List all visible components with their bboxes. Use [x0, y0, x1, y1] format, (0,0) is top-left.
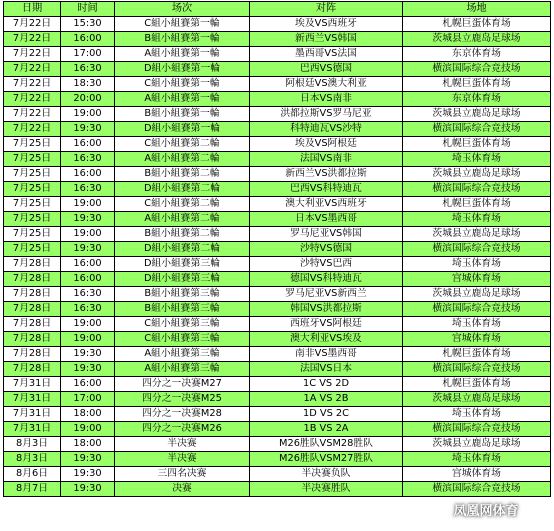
- table-row: [4, 47, 551, 62]
- cell-venue: 茨城县立鹿岛足球场: [403, 32, 551, 47]
- cell-venue: 横滨国际综合竞技场: [403, 122, 551, 137]
- cell-fixture: 日本VS墨西哥: [250, 212, 403, 227]
- cell-fixture: 德国VS科特迪瓦: [250, 272, 403, 287]
- cell-time: 17:00: [61, 392, 115, 407]
- cell-time: 16:00: [61, 167, 115, 182]
- cell-date: 7月22日: [4, 62, 61, 77]
- table-row: [4, 272, 551, 287]
- cell-match: C組小組賽第一輪: [115, 77, 250, 92]
- cell-time: 16:00: [61, 32, 115, 47]
- cell-match: D組小組賽第一輪: [115, 122, 250, 137]
- table-row: [4, 332, 551, 347]
- cell-time: 19:00: [61, 107, 115, 122]
- cell-time: 16:00: [61, 257, 115, 272]
- cell-match: B組小組賽第一輪: [115, 32, 250, 47]
- cell-date: 7月28日: [4, 302, 61, 317]
- header-time: 时间: [61, 2, 115, 17]
- cell-match: A組小組賽第一輪: [115, 92, 250, 107]
- header-fixture: 对阵: [250, 2, 403, 17]
- table-row: [4, 32, 551, 47]
- cell-venue: 横滨国际综合竞技场: [403, 62, 551, 77]
- cell-date: 8月3日: [4, 452, 61, 467]
- cell-date: 7月22日: [4, 17, 61, 32]
- cell-time: 17:00: [61, 47, 115, 62]
- cell-time: 19:00: [61, 317, 115, 332]
- table-row: [4, 212, 551, 227]
- cell-time: 16:00: [61, 137, 115, 152]
- cell-time: 19:00: [61, 197, 115, 212]
- cell-fixture: 法国VS南非: [250, 152, 403, 167]
- cell-match: 四分之一决赛M26: [115, 422, 250, 437]
- cell-date: 7月22日: [4, 32, 61, 47]
- cell-venue: 宫城体育场: [403, 272, 551, 287]
- cell-fixture: 埃及VS阿根廷: [250, 137, 403, 152]
- cell-fixture: 阿根廷VS澳大利亚: [250, 77, 403, 92]
- cell-match: B組小組賽第二輪: [115, 167, 250, 182]
- cell-date: 7月25日: [4, 242, 61, 257]
- cell-venue: 埼玉体育场: [403, 152, 551, 167]
- cell-match: 半决赛: [115, 437, 250, 452]
- cell-match: D組小組賽第二輪: [115, 182, 250, 197]
- cell-venue: 横滨国际综合竞技场: [403, 302, 551, 317]
- cell-time: 16:30: [61, 182, 115, 197]
- cell-fixture: 1C VS 2D: [250, 377, 403, 392]
- cell-fixture: 澳大利亚VS西班牙: [250, 197, 403, 212]
- table-row: [4, 377, 551, 392]
- cell-time: 19:30: [61, 482, 115, 497]
- table-row: [4, 362, 551, 377]
- cell-match: D組小組賽第三輪: [115, 257, 250, 272]
- header-row: [4, 2, 551, 17]
- cell-date: 8月7日: [4, 482, 61, 497]
- cell-venue: 札幌巨蛋体育场: [403, 137, 551, 152]
- cell-fixture: 澳大利亚VS埃及: [250, 332, 403, 347]
- cell-match: D組小組賽第一輪: [115, 62, 250, 77]
- schedule-table: [3, 1, 551, 497]
- header-match: 场次: [115, 2, 250, 17]
- cell-fixture: 日本VS南非: [250, 92, 403, 107]
- cell-venue: 东京体育场: [403, 47, 551, 62]
- cell-date: 7月31日: [4, 407, 61, 422]
- cell-time: 19:30: [61, 452, 115, 467]
- cell-venue: 札幌巨蛋体育场: [403, 17, 551, 32]
- cell-date: 7月25日: [4, 212, 61, 227]
- cell-match: 半决赛: [115, 452, 250, 467]
- table-row: [4, 227, 551, 242]
- cell-venue: 札幌巨蛋体育场: [403, 197, 551, 212]
- table-row: [4, 137, 551, 152]
- table-row: [4, 77, 551, 92]
- table-row: [4, 17, 551, 32]
- cell-fixture: 沙特VS巴西: [250, 257, 403, 272]
- cell-fixture: 半决赛胜队: [250, 482, 403, 497]
- cell-date: 7月22日: [4, 92, 61, 107]
- cell-time: 16:30: [61, 152, 115, 167]
- cell-match: A組小組賽第三輪: [115, 362, 250, 377]
- cell-venue: 茨城县立鹿岛足球场: [403, 167, 551, 182]
- cell-match: 四分之一决赛M28: [115, 407, 250, 422]
- cell-fixture: 巴西VS德国: [250, 62, 403, 77]
- table-row: [4, 437, 551, 452]
- cell-date: 7月28日: [4, 362, 61, 377]
- cell-fixture: 墨西哥VS法国: [250, 47, 403, 62]
- cell-match: B組小組賽第一輪: [115, 107, 250, 122]
- table-row: [4, 407, 551, 422]
- cell-venue: 札幌巨蛋体育场: [403, 347, 551, 362]
- cell-venue: 茨城县立鹿岛足球场: [403, 287, 551, 302]
- cell-time: 19:00: [61, 422, 115, 437]
- cell-time: 19:30: [61, 347, 115, 362]
- cell-time: 16:00: [61, 377, 115, 392]
- cell-fixture: 1A VS 2B: [250, 392, 403, 407]
- cell-match: C組小組賽第二輪: [115, 137, 250, 152]
- cell-time: 16:30: [61, 302, 115, 317]
- cell-match: 四分之一决赛M27: [115, 377, 250, 392]
- cell-venue: 横滨国际综合竞技场: [403, 422, 551, 437]
- cell-date: 8月3日: [4, 437, 61, 452]
- cell-match: C組小組賽第二輪: [115, 197, 250, 212]
- cell-match: C組小組賽第三輪: [115, 332, 250, 347]
- cell-time: 19:30: [61, 362, 115, 377]
- cell-venue: 横滨国际综合竞技场: [403, 182, 551, 197]
- cell-venue: 宫城体育场: [403, 332, 551, 347]
- cell-date: 7月25日: [4, 182, 61, 197]
- cell-date: 7月28日: [4, 347, 61, 362]
- cell-fixture: 新西兰VS洪都拉斯: [250, 167, 403, 182]
- cell-date: 7月25日: [4, 197, 61, 212]
- cell-fixture: 罗马尼亚VS韩国: [250, 227, 403, 242]
- table-row: [4, 422, 551, 437]
- cell-time: 19:30: [61, 212, 115, 227]
- table-row: [4, 62, 551, 77]
- cell-match: 三四名决赛: [115, 467, 250, 482]
- cell-match: 决赛: [115, 482, 250, 497]
- cell-venue: 横滨国际综合竞技场: [403, 482, 551, 497]
- cell-time: 20:00: [61, 92, 115, 107]
- table-row: [4, 257, 551, 272]
- cell-venue: 埼玉体育场: [403, 407, 551, 422]
- cell-venue: 茨城县立鹿岛足球场: [403, 437, 551, 452]
- cell-venue: 东京体育场: [403, 92, 551, 107]
- cell-match: D組小組賽第三輪: [115, 272, 250, 287]
- cell-match: C組小組賽第三輪: [115, 317, 250, 332]
- cell-match: 四分之一决赛M25: [115, 392, 250, 407]
- cell-match: B組小組賽第二輪: [115, 227, 250, 242]
- cell-time: 15:30: [61, 17, 115, 32]
- cell-date: 7月22日: [4, 77, 61, 92]
- cell-fixture: 1B VS 2A: [250, 422, 403, 437]
- cell-fixture: M26胜队VSM27胜队: [250, 452, 403, 467]
- cell-date: 7月31日: [4, 392, 61, 407]
- cell-date: 7月22日: [4, 107, 61, 122]
- table-row: [4, 167, 551, 182]
- cell-fixture: 法国VS日本: [250, 362, 403, 377]
- cell-match: A組小組賽第二輪: [115, 212, 250, 227]
- watermark-text: 凤凰网体育: [453, 503, 519, 519]
- cell-venue: 宫城体育场: [403, 467, 551, 482]
- cell-venue: 埼玉体育场: [403, 212, 551, 227]
- cell-fixture: 韩国VS洪都拉斯: [250, 302, 403, 317]
- cell-time: 18:00: [61, 437, 115, 452]
- cell-fixture: 半决赛负队: [250, 467, 403, 482]
- table-row: [4, 302, 551, 317]
- table-row: [4, 317, 551, 332]
- table-row: [4, 122, 551, 137]
- table-row: [4, 287, 551, 302]
- cell-time: 16:30: [61, 287, 115, 302]
- cell-date: 7月25日: [4, 227, 61, 242]
- cell-match: A組小組賽第三輪: [115, 347, 250, 362]
- table-row: [4, 92, 551, 107]
- cell-match: D組小組賽第二輪: [115, 242, 250, 257]
- cell-time: 18:00: [61, 407, 115, 422]
- cell-fixture: 西班牙VS阿根廷: [250, 317, 403, 332]
- cell-fixture: 沙特VS德国: [250, 242, 403, 257]
- cell-fixture: 洪都拉斯VS罗马尼亚: [250, 107, 403, 122]
- cell-date: 8月6日: [4, 467, 61, 482]
- cell-fixture: 埃及VS西班牙: [250, 17, 403, 32]
- cell-venue: 茨城县立鹿岛足球场: [403, 227, 551, 242]
- cell-match: B組小組賽第三輪: [115, 287, 250, 302]
- table-row: [4, 182, 551, 197]
- cell-time: 19:00: [61, 227, 115, 242]
- cell-date: 7月28日: [4, 332, 61, 347]
- cell-fixture: 1D VS 2C: [250, 407, 403, 422]
- cell-time: 19:30: [61, 242, 115, 257]
- cell-time: 19:00: [61, 332, 115, 347]
- cell-time: 16:00: [61, 272, 115, 287]
- cell-date: 7月31日: [4, 377, 61, 392]
- cell-venue: 茨城县立鹿岛足球场: [403, 392, 551, 407]
- cell-fixture: 巴西VS科特迪瓦: [250, 182, 403, 197]
- cell-fixture: 新西兰VS韩国: [250, 32, 403, 47]
- cell-venue: 埼玉体育场: [403, 452, 551, 467]
- cell-date: 7月28日: [4, 317, 61, 332]
- cell-fixture: M26胜队VSM28胜队: [250, 437, 403, 452]
- table-row: [4, 107, 551, 122]
- cell-date: 7月22日: [4, 47, 61, 62]
- cell-date: 7月28日: [4, 287, 61, 302]
- cell-date: 7月22日: [4, 122, 61, 137]
- cell-time: 19:30: [61, 122, 115, 137]
- table-row: [4, 452, 551, 467]
- cell-fixture: 南非VS墨西哥: [250, 347, 403, 362]
- cell-match: B組小組賽第三輪: [115, 302, 250, 317]
- cell-date: 7月25日: [4, 167, 61, 182]
- cell-date: 7月28日: [4, 272, 61, 287]
- header-venue: 场地: [403, 2, 551, 17]
- cell-venue: 横滨国际综合竞技场: [403, 242, 551, 257]
- cell-time: 18:30: [61, 77, 115, 92]
- cell-venue: 札幌巨蛋体育场: [403, 377, 551, 392]
- cell-venue: 埼玉体育场: [403, 257, 551, 272]
- cell-time: 19:30: [61, 467, 115, 482]
- cell-match: A組小組賽第一輪: [115, 47, 250, 62]
- header-date: 日期: [4, 2, 61, 17]
- cell-fixture: 罗马尼亚VS新西兰: [250, 287, 403, 302]
- cell-date: 7月28日: [4, 257, 61, 272]
- cell-venue: 横滨国际综合竞技场: [403, 362, 551, 377]
- cell-date: 7月31日: [4, 422, 61, 437]
- table-row: [4, 197, 551, 212]
- cell-fixture: 科特迪瓦VS沙特: [250, 122, 403, 137]
- schedule-body: [4, 17, 551, 497]
- cell-venue: 埼玉体育场: [403, 317, 551, 332]
- table-row: [4, 242, 551, 257]
- table-row: [4, 392, 551, 407]
- cell-match: A組小組賽第二輪: [115, 152, 250, 167]
- table-row: [4, 467, 551, 482]
- cell-date: 7月25日: [4, 152, 61, 167]
- cell-date: 7月25日: [4, 137, 61, 152]
- cell-time: 16:30: [61, 62, 115, 77]
- cell-match: C組小組賽第一輪: [115, 17, 250, 32]
- table-row: [4, 347, 551, 362]
- table-row: [4, 152, 551, 167]
- cell-venue: 札幌巨蛋体育场: [403, 77, 551, 92]
- cell-venue: 茨城县立鹿岛足球场: [403, 107, 551, 122]
